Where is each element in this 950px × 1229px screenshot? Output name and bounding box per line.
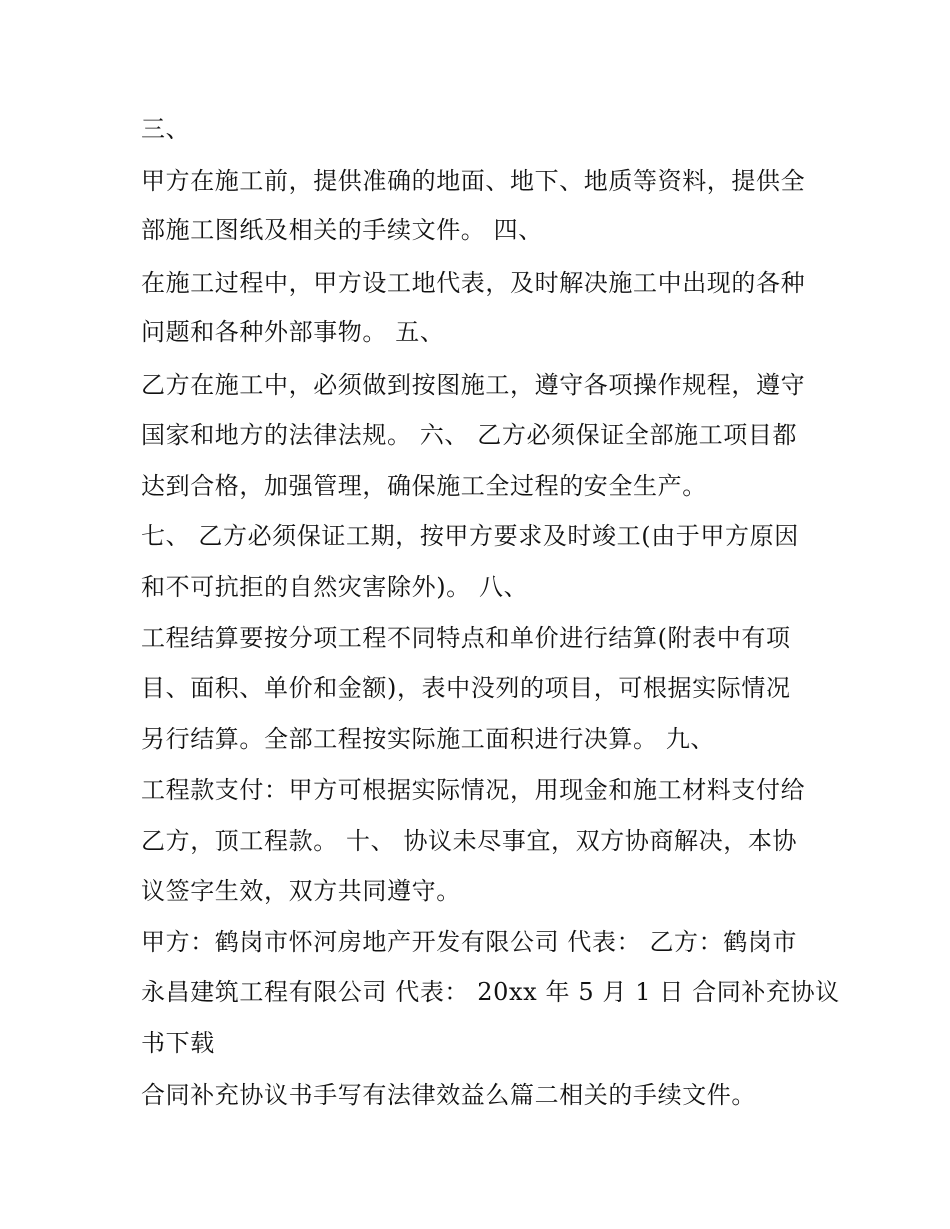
- text-line: 达到合格，加强管理，确保施工全过程的安全生产。: [141, 472, 707, 500]
- text-line: 三、: [141, 115, 191, 143]
- text-line: 问题和各种外部事物。 五、: [141, 318, 445, 346]
- text-line: 甲方：鹤岗市怀河房地产开发有限公司 代表： 乙方：鹤岗市: [141, 928, 798, 956]
- text-line: 七、 乙方必须保证工期，按甲方要求及时竣工(由于甲方原因: [141, 522, 799, 550]
- text-line: 在施工过程中，甲方设工地代表，及时解决施工中出现的各种: [141, 269, 806, 297]
- text-line: 乙方，顶工程款。 十、 协议未尽事宜，双方协商解决，本协: [141, 827, 798, 855]
- text-line: 议签字生效，双方共同遵守。: [141, 877, 461, 905]
- text-line: 目、面积、单价和金额)，表中没列的项目，可根据实际情况: [141, 674, 791, 702]
- text-line: 乙方在施工中，必须做到按图施工，遵守各项操作规程，遵守: [141, 371, 806, 399]
- text-line: 另行结算。全部工程按实际施工面积进行决算。 九、: [141, 725, 716, 753]
- text-line: 国家和地方的法律法规。 六、 乙方必须保证全部施工项目都: [141, 421, 798, 449]
- text-line: 永昌建筑工程有限公司 代表： 20xx 年 5 月 1 日 合同补充协议: [141, 978, 840, 1006]
- text-line: 合同补充协议书手写有法律效益么篇二相关的手续文件。: [141, 1081, 756, 1109]
- text-line: 书下载: [141, 1029, 215, 1057]
- text-line: 部施工图纸及相关的手续文件。 四、: [141, 216, 543, 244]
- text-line: 工程结算要按分项工程不同特点和单价进行结算(附表中有项: [141, 624, 791, 652]
- text-line: 和不可抗拒的自然灾害除外)。 八、: [141, 573, 529, 601]
- text-line: 甲方在施工前，提供准确的地面、地下、地质等资料，提供全: [141, 167, 806, 195]
- text-line: 工程款支付：甲方可根据实际情况，用现金和施工材料支付给: [141, 776, 806, 804]
